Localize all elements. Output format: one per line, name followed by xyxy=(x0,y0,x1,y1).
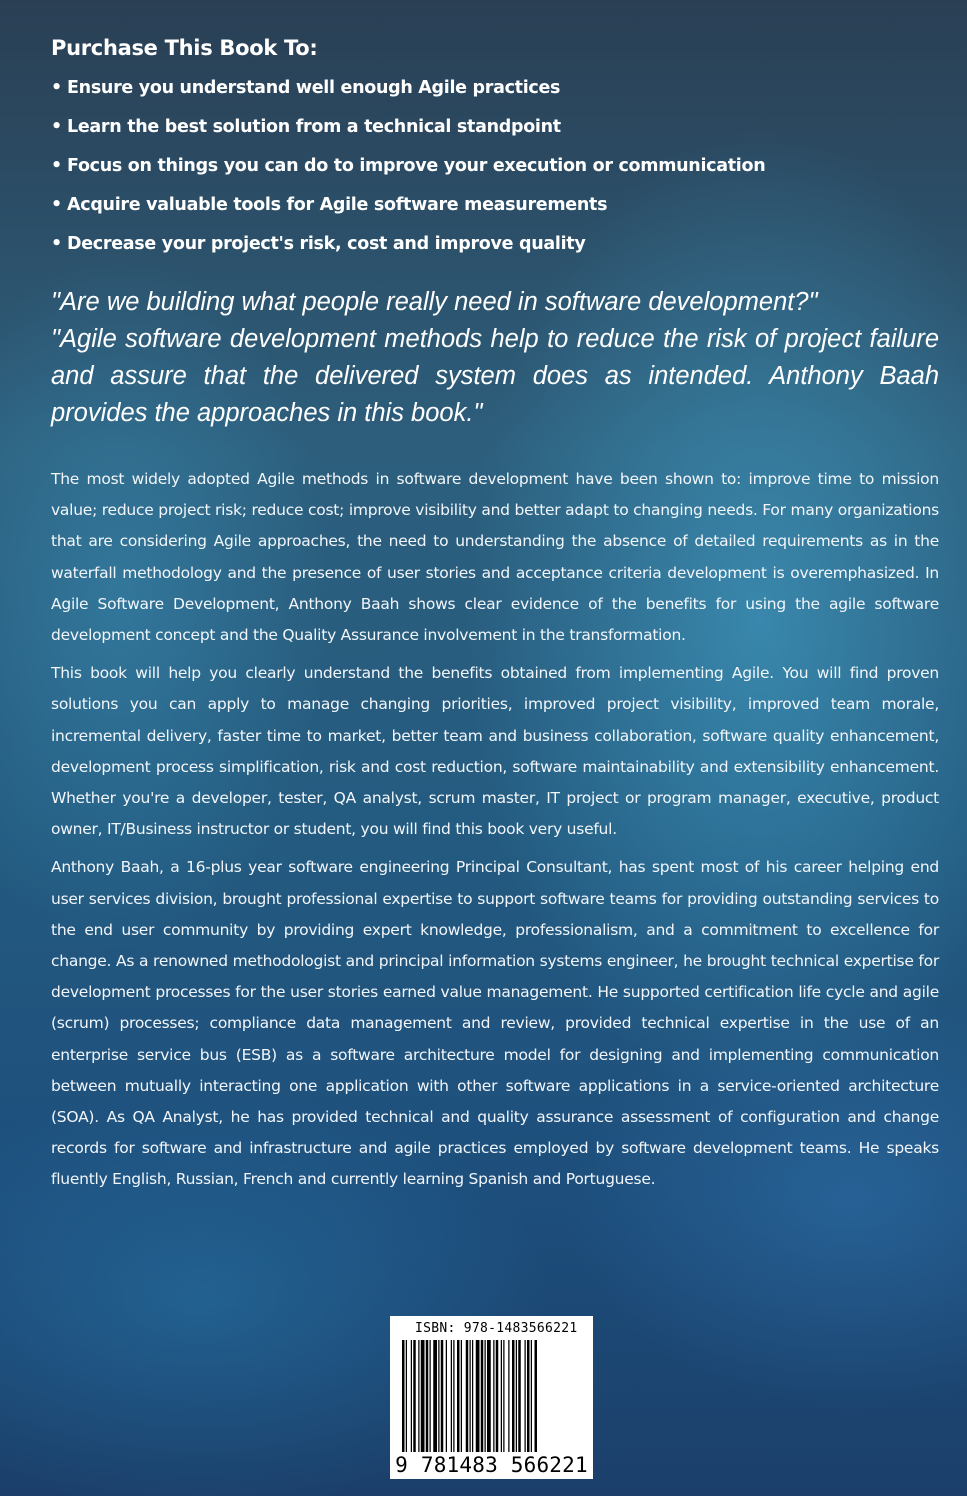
bullet-item: • Ensure you understand well enough Agile practices xyxy=(51,78,561,98)
barcode-bar xyxy=(446,1340,447,1452)
barcode-bar xyxy=(493,1340,494,1452)
bullet-text: Focus on things you can do to improve your execution or communication xyxy=(67,156,766,176)
barcode-bar xyxy=(525,1340,526,1452)
barcode-bar xyxy=(453,1340,454,1452)
bullet-text: Learn the best solution from a technical standpoint xyxy=(67,117,561,137)
barcode-bar xyxy=(496,1340,499,1452)
barcode-bar xyxy=(418,1340,419,1452)
description-paragraph-1: The most widely adopted Agile methods in software development have been shown to: improve time to mission value; reduce project risk; reduce cost; improve visibility and better adapt to changing needs. For many organizations that are considering Agile approaches, the need to understanding the absence of detailed requirements as in the waterfall methodology and the presence of user stories and acceptance criteria development is overemphasized. In Agile Software Development, Anthony Baah shows clear evidence of the benefits for using the agile software development concept and the Quality Assurance involvement in the transformation. xyxy=(51,470,939,645)
isbn-digits: 9 781483 566221 xyxy=(395,1453,588,1477)
barcode-bar xyxy=(487,1340,491,1452)
barcode-bar xyxy=(503,1340,504,1452)
purchase-bullet-list xyxy=(51,76,765,271)
barcode-bar xyxy=(438,1340,439,1452)
bullet-text: Ensure you understand well enough Agile practices xyxy=(67,78,561,98)
barcode-bar xyxy=(413,1340,416,1452)
barcode-bar xyxy=(451,1340,452,1452)
quote-line-1: "Are we building what people really need in software development?" xyxy=(51,288,818,316)
barcode-bar xyxy=(512,1340,515,1452)
barcode-bar xyxy=(531,1340,532,1452)
barcode-bar xyxy=(485,1340,486,1452)
quote-line-2: "Agile software development methods help to reduce the risk of project failure and assure that the delivered system does as intended. Anthony Baah provides the approaches in this book." xyxy=(51,325,939,427)
barcode-bar xyxy=(501,1340,502,1452)
barcode-bar xyxy=(421,1340,425,1452)
barcode-bar xyxy=(466,1340,469,1452)
barcode-bar xyxy=(518,1340,521,1452)
description-paragraph-2: This book will help you clearly understand the benefits obtained from implementing Agile. You will find proven solutions you can apply to manage changing priorities, improved project visibility, improved team morale, incremental delivery, faster time to market, better team and business collaboration, software quality enhancement, development process simplification, risk and cost reduction, software maintainability and extensibility enhancement. Whether you're a developer, tester, QA analyst, scrum master, IT project or program manager, executive, product owner, IT/Business instructor or student, you will find this book very useful. xyxy=(51,664,939,839)
bullet-text: Acquire valuable tools for Agile software measurements xyxy=(67,195,608,215)
bullet-item: • Acquire valuable tools for Agile software measurements xyxy=(51,195,608,215)
barcode-bar xyxy=(516,1340,517,1452)
barcode-bar xyxy=(472,1340,473,1452)
bullet-text: Decrease your project's risk, cost and improve quality xyxy=(67,234,586,254)
barcode-bar xyxy=(527,1340,530,1452)
barcode-bar xyxy=(402,1340,405,1452)
barcode-bar xyxy=(433,1340,437,1452)
testimonial-quote xyxy=(51,284,939,432)
barcode-bar xyxy=(481,1340,484,1452)
barcode-bar xyxy=(406,1340,407,1452)
isbn-barcode xyxy=(390,1316,593,1479)
barcode-bar xyxy=(535,1340,538,1452)
description-body xyxy=(51,464,939,1203)
barcode-bar xyxy=(508,1340,509,1452)
bullet-item: • Focus on things you can do to improve your execution or communication xyxy=(51,156,766,176)
purchase-heading: Purchase This Book To: xyxy=(51,36,318,60)
barcode-bar xyxy=(411,1340,412,1452)
isbn-label: ISBN: 978-1483566221 xyxy=(415,1321,578,1336)
bullet-item: • Learn the best solution from a technical standpoint xyxy=(51,117,561,137)
barcode-bar xyxy=(461,1340,462,1452)
barcode-bar xyxy=(441,1340,444,1452)
barcode-bar xyxy=(426,1340,429,1452)
barcode-bar xyxy=(476,1340,480,1452)
bullet-item: • Decrease your project's risk, cost and improve quality xyxy=(51,234,586,254)
barcode-bar xyxy=(457,1340,460,1452)
barcode-bar xyxy=(470,1340,471,1452)
barcode-bar xyxy=(430,1340,431,1452)
author-bio-paragraph: Anthony Baah, a 16-plus year software engineering Principal Consultant, has spent most of his career helping end user services division, brought professional expertise to support software teams for providing outstanding services to the end user community by providing expert knowledge, professionalism, and a commitment to excellence for change. As a renowned methodologist and principal information systems engineer, he brought technical expertise for development processes for the user stories earned value management. He supported certification life cycle and agile (scrum) processes; compliance data management and review, provided technical expertise in the use of an enterprise service bus (ESB) as a software architecture model for designing and implementing communication between mutually interacting one application with other software applications in a service-oriented architecture (SOA). As QA Analyst, he has provided technical and quality assurance assessment of configuration and change records for software and infrastructure and agile practices employed by software development teams. He speaks fluently English, Russian, French and currently learning Spanish and Portuguese. xyxy=(51,858,939,1189)
barcode-bars xyxy=(402,1340,581,1452)
